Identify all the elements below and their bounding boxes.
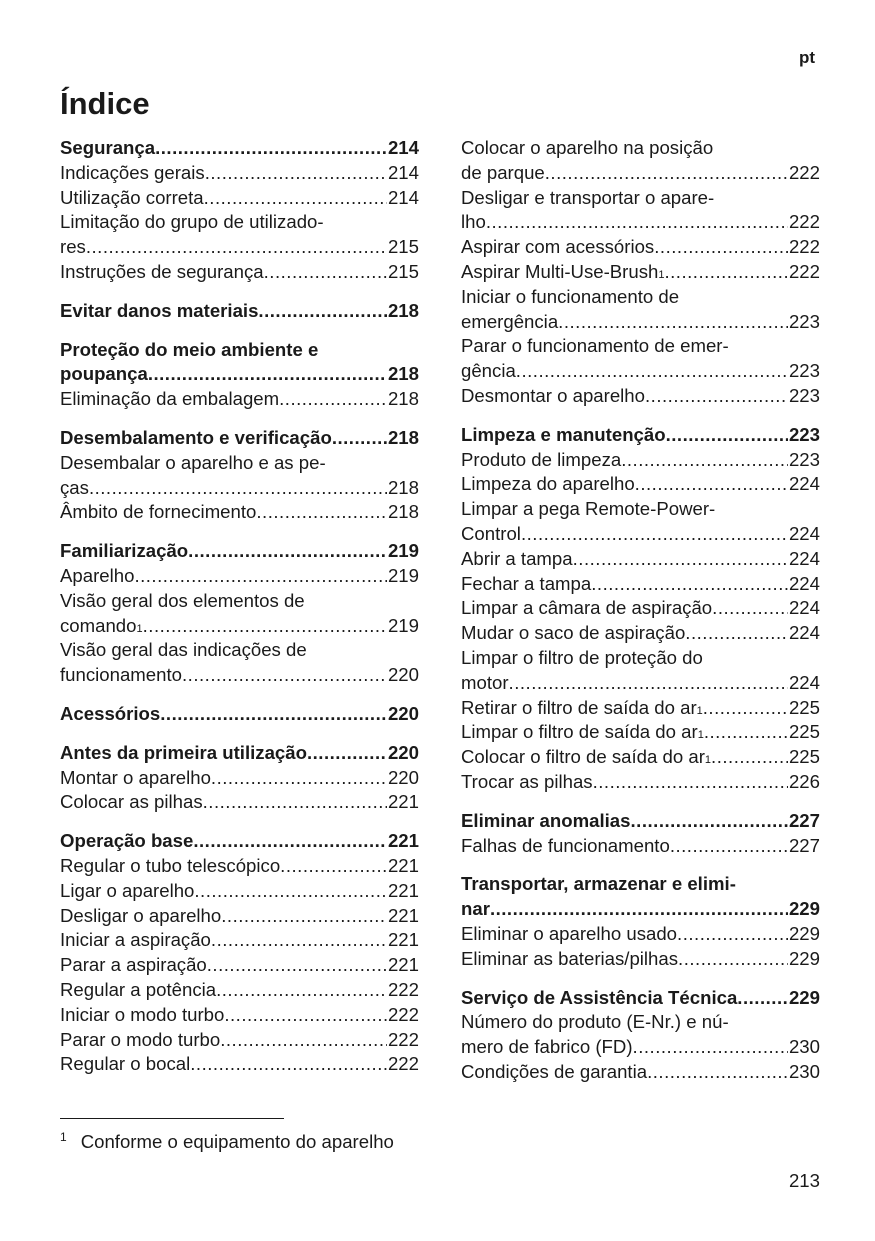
toc-entry-text: Parar o modo turbo <box>60 1028 221 1050</box>
dot-leader <box>188 539 387 564</box>
toc-section <box>461 136 820 409</box>
toc-page-number: 222 <box>788 236 820 258</box>
toc-entry-text: Utilização correta <box>60 186 204 208</box>
toc-page-number: 220 <box>387 741 419 763</box>
toc-section <box>60 829 419 1077</box>
toc-entry-text: Desligar e transportar o apare- <box>461 186 715 208</box>
dot-leader <box>264 260 387 285</box>
toc-page-number: 222 <box>387 1003 419 1025</box>
toc-page-number: 220 <box>387 702 419 724</box>
toc-entry-text: Montar o aparelho <box>60 766 211 788</box>
toc-entry-text: Acessórios <box>60 702 161 724</box>
dot-leader <box>205 161 387 186</box>
toc-page-number: 224 <box>788 522 820 544</box>
toc-page-number: 223 <box>788 423 820 445</box>
toc-page-number: 221 <box>387 954 419 976</box>
toc-entry-text: Limpar a câmara de aspiração <box>461 597 713 619</box>
toc-section <box>60 539 419 688</box>
toc-page-number: 222 <box>788 211 820 233</box>
toc-entry-text: Regular o bocal <box>60 1053 191 1075</box>
toc-entry[interactable] <box>461 1010 820 1060</box>
dot-leader <box>182 663 387 688</box>
toc-page-number: 220 <box>387 664 419 686</box>
dot-leader <box>134 564 387 589</box>
toc-page-number: 227 <box>788 834 820 856</box>
toc-page-number: 214 <box>387 186 419 208</box>
toc-page-number: 221 <box>387 854 419 876</box>
toc-entry[interactable] <box>60 210 419 260</box>
toc-heading[interactable] <box>60 702 419 727</box>
toc-page-number: 219 <box>387 540 419 562</box>
toc-entry-text: Retirar o filtro de saída do ar <box>461 696 697 718</box>
toc-entry-text: Número do produto (E-Nr.) e nú- <box>461 1011 729 1033</box>
toc-entry[interactable] <box>60 564 419 589</box>
toc-entry-text: Falhas de funcionamento <box>461 834 670 856</box>
toc-section <box>60 702 419 727</box>
dot-leader <box>224 1003 387 1028</box>
toc-entry-text: Limpeza do aparelho <box>461 473 635 495</box>
toc-entry-text: emergência <box>461 310 559 332</box>
toc-entry-text: Limpar o filtro de saída do ar <box>461 721 698 743</box>
toc-page-number: 221 <box>387 929 419 951</box>
toc-heading[interactable] <box>60 539 419 564</box>
footnote-text: Conforme o equipamento do aparelho <box>80 1131 394 1152</box>
dot-leader <box>307 741 387 766</box>
toc-page-number: 223 <box>788 448 820 470</box>
dot-leader <box>256 500 387 525</box>
page-number: 213 <box>788 1170 820 1191</box>
toc-page-number: 227 <box>788 809 820 831</box>
toc-page-number: 229 <box>788 986 820 1008</box>
toc-entry[interactable] <box>60 854 419 879</box>
toc-entry[interactable] <box>461 285 820 335</box>
toc-entry-text: Eliminar anomalias <box>461 809 631 831</box>
dot-leader <box>635 472 788 497</box>
toc-entry-text: Aparelho <box>60 564 135 586</box>
toc-page-number: 225 <box>788 746 820 768</box>
toc-entry[interactable] <box>60 928 419 953</box>
toc-entry-text: Colocar as pilhas <box>60 791 203 813</box>
toc-entry[interactable] <box>461 834 820 859</box>
toc-heading[interactable] <box>60 338 419 388</box>
toc-entry[interactable] <box>60 500 419 525</box>
toc-section <box>461 986 820 1085</box>
toc-entry-text: Aspirar Multi-Use-Brush <box>461 260 659 282</box>
toc-entry[interactable] <box>461 472 820 497</box>
toc-entry[interactable] <box>60 766 419 791</box>
toc-page-number: 226 <box>788 770 820 792</box>
toc-entry-text: Regular o tubo telescópico <box>60 854 281 876</box>
page-title: Índice <box>60 86 150 121</box>
toc-entry-text: Eliminação da embalagem <box>60 388 280 410</box>
toc-entry[interactable] <box>461 384 820 409</box>
toc-entry-text: Fechar a tampa <box>461 572 592 594</box>
toc-page-number: 230 <box>788 1060 820 1082</box>
toc-entry[interactable] <box>60 260 419 285</box>
toc-entry-text: Limpar o filtro de proteção do <box>461 646 703 668</box>
toc-page-number: 224 <box>788 572 820 594</box>
toc-heading[interactable] <box>60 829 419 854</box>
toc-section <box>60 299 419 324</box>
dot-leader <box>703 696 788 721</box>
dot-leader <box>712 596 788 621</box>
toc-entry-text: Iniciar o modo turbo <box>60 1003 225 1025</box>
toc-page-number: 229 <box>788 947 820 969</box>
toc-entry-text: gência <box>461 360 516 382</box>
toc-entry[interactable] <box>461 572 820 597</box>
dot-leader <box>160 702 387 727</box>
toc-page-number: 219 <box>387 564 419 586</box>
toc-page-number: 224 <box>788 671 820 693</box>
toc-entry-text: Evitar danos materiais <box>60 299 259 321</box>
toc-page-number: 218 <box>387 363 419 385</box>
toc-entry[interactable] <box>60 638 419 688</box>
toc-entry-text: Colocar o aparelho na posição <box>461 137 714 158</box>
toc-page-number: 222 <box>788 161 820 183</box>
dot-leader <box>221 904 387 929</box>
toc-entry-text: res <box>60 236 86 258</box>
toc-entry-text: Instruções de segurança <box>60 260 264 282</box>
dot-leader <box>204 186 387 211</box>
toc-entry[interactable] <box>60 1028 419 1053</box>
dot-leader <box>677 922 788 947</box>
dot-leader <box>645 384 788 409</box>
toc-entry[interactable]: Visão geral dos elementos de comando 1 ..... 219 <box>60 589 419 639</box>
toc-entry-text: Desembalamento e verificação <box>60 426 332 448</box>
dot-leader <box>258 299 387 324</box>
toc-entry-text: funcionamento <box>60 664 182 686</box>
dot-leader <box>148 362 387 387</box>
toc-entry[interactable] <box>60 790 419 815</box>
toc-page-number: 225 <box>788 696 820 718</box>
dot-leader <box>280 854 387 879</box>
dot-leader <box>711 745 788 770</box>
toc-entry[interactable] <box>60 953 419 978</box>
toc-entry-text: Desembalar o aparelho e as pe- <box>60 451 326 473</box>
toc-entry[interactable] <box>60 451 419 501</box>
dot-leader <box>486 210 788 235</box>
toc-page-number: 224 <box>788 597 820 619</box>
toc-section <box>461 809 820 859</box>
toc-page-number: 215 <box>387 260 419 282</box>
toc-section <box>461 423 820 795</box>
toc-heading[interactable] <box>461 872 820 922</box>
toc-page-number: 224 <box>788 473 820 495</box>
toc-heading[interactable] <box>60 299 419 324</box>
dot-leader <box>516 359 788 384</box>
dot-leader <box>216 978 387 1003</box>
toc-entry[interactable] <box>461 235 820 260</box>
dot-leader <box>279 387 387 412</box>
footnote <box>60 1130 394 1153</box>
dot-leader <box>155 136 387 161</box>
toc-entry-text: Regular a potência <box>60 978 217 1000</box>
toc-entry-text: Parar o funcionamento de emer- <box>461 335 729 357</box>
toc-entry-text: Iniciar a aspiração <box>60 929 211 951</box>
toc-entry[interactable]: Colocar o filtro de saída do ar 1 ..... 225 <box>461 745 820 770</box>
toc-right-column <box>461 136 820 1099</box>
toc-page-number: 214 <box>387 137 419 158</box>
dot-leader <box>89 476 387 501</box>
dot-leader <box>573 547 788 572</box>
dot-leader <box>704 720 788 745</box>
toc-entry[interactable] <box>461 547 820 572</box>
toc-entry[interactable] <box>60 978 419 1003</box>
toc-entry-text: Produto de limpeza <box>461 448 622 470</box>
toc-entry-text: Visão geral das indicações de <box>60 639 307 661</box>
toc-entry-text: lho <box>461 211 486 233</box>
toc-section <box>60 136 419 285</box>
toc-entry[interactable]: Aspirar Multi-Use-Brush 1 ..... 222 <box>461 260 820 285</box>
toc-page-number: 215 <box>387 236 419 258</box>
toc-entry-text: Familiarização <box>60 540 189 562</box>
toc-entry-text: Mudar o saco de aspiração <box>461 622 686 644</box>
dot-leader <box>621 448 788 473</box>
toc-heading[interactable] <box>60 426 419 451</box>
toc-entry-text: Desmontar o aparelho <box>461 384 645 406</box>
dot-leader <box>558 310 788 335</box>
dot-leader <box>521 522 788 547</box>
dot-leader <box>490 897 788 922</box>
toc-heading[interactable] <box>60 136 419 161</box>
toc-entry-text: Iniciar o funcionamento de <box>461 285 680 307</box>
toc-entry[interactable] <box>461 947 820 972</box>
toc-entry-text: Control <box>461 522 521 544</box>
toc-page-number: 221 <box>387 830 419 852</box>
dot-leader <box>654 235 788 260</box>
dot-leader <box>332 426 387 451</box>
toc-page-number: 218 <box>387 426 419 448</box>
dot-leader <box>220 1028 387 1053</box>
toc-entry[interactable] <box>461 334 820 384</box>
dot-leader <box>593 770 788 795</box>
toc-entry[interactable] <box>60 879 419 904</box>
toc-left-column <box>60 136 419 1091</box>
toc-entry-text: comando <box>60 614 137 636</box>
toc-entry[interactable] <box>461 770 820 795</box>
toc-page-number: 222 <box>387 978 419 1000</box>
toc-page-number: 223 <box>788 360 820 382</box>
dot-leader <box>207 953 387 978</box>
toc-page-number: 218 <box>387 501 419 523</box>
toc-entry-text: Parar a aspiração <box>60 954 207 976</box>
toc-heading[interactable] <box>60 741 419 766</box>
toc-entry[interactable] <box>461 596 820 621</box>
toc-page-number: 225 <box>788 721 820 743</box>
toc-entry-text: ças <box>60 476 89 498</box>
dot-leader <box>633 1035 788 1060</box>
dot-leader <box>666 423 788 448</box>
dot-leader <box>190 1052 387 1077</box>
toc-page-number: 230 <box>788 1036 820 1058</box>
dot-leader <box>685 621 788 646</box>
toc-entry-text: Desligar o aparelho <box>60 904 222 926</box>
toc-entry-text: Limitação do grupo de utilizado- <box>60 211 324 233</box>
toc-section <box>60 338 419 412</box>
language-code: pt <box>798 48 815 67</box>
toc-entry-text: Antes da primeira utilização <box>60 741 307 763</box>
toc-entry[interactable]: Limpar o filtro de saída do ar 1 ..... 225 <box>461 720 820 745</box>
dot-leader <box>630 809 787 834</box>
toc-entry[interactable] <box>461 136 820 186</box>
toc-page-number: 220 <box>387 766 419 788</box>
dot-leader <box>678 947 788 972</box>
toc-page-number: 222 <box>788 260 820 282</box>
dot-leader <box>664 260 788 285</box>
toc-entry-text: Limpeza e manutenção <box>461 423 666 445</box>
toc-heading[interactable] <box>461 986 820 1011</box>
toc-entry[interactable] <box>461 646 820 696</box>
dot-leader <box>211 928 387 953</box>
toc-entry-text: Indicações gerais <box>60 161 205 183</box>
dot-leader <box>737 986 788 1011</box>
toc-entry-text: Abrir a tampa <box>461 547 573 569</box>
toc-page-number: 224 <box>788 547 820 569</box>
toc-entry[interactable] <box>60 1052 419 1077</box>
dot-leader <box>143 614 387 639</box>
toc-entry-text: Serviço de Assistência Técnica <box>461 986 738 1008</box>
toc-entry[interactable] <box>461 1060 820 1085</box>
toc-page-number: 223 <box>788 384 820 406</box>
toc-entry[interactable] <box>60 161 419 186</box>
toc-entry[interactable] <box>60 904 419 929</box>
toc-entry-text: mero de fabrico (FD) <box>461 1036 633 1058</box>
toc-entry[interactable] <box>461 497 820 547</box>
toc-section <box>461 872 820 971</box>
toc-entry-text: Proteção do meio ambiente e <box>60 338 319 360</box>
toc-page-number: 218 <box>387 476 419 498</box>
dot-leader <box>211 766 387 791</box>
toc-page-number: 218 <box>387 388 419 410</box>
toc-heading[interactable] <box>461 809 820 834</box>
toc-page-number: 219 <box>387 614 419 636</box>
dot-leader <box>545 161 788 186</box>
dot-leader <box>591 572 788 597</box>
dot-leader <box>194 879 387 904</box>
toc-section <box>60 426 419 525</box>
toc-page-number: 222 <box>387 1053 419 1075</box>
dot-leader <box>86 235 387 260</box>
toc-entry[interactable]: Retirar o filtro de saída do ar 1 ..... 225 <box>461 696 820 721</box>
toc-page-number: 223 <box>788 310 820 332</box>
toc-page-number: 221 <box>387 791 419 813</box>
toc-entry-text: poupança <box>60 363 148 385</box>
toc-page-number: 229 <box>788 922 820 944</box>
toc-entry-text: Visão geral dos elementos de <box>60 589 305 611</box>
toc-entry-text: Eliminar o aparelho usado <box>461 922 678 944</box>
toc-entry-text: Transportar, armazenar e elimi- <box>461 873 736 895</box>
toc-entry-text: Âmbito de fornecimento <box>60 501 257 523</box>
toc-section <box>60 741 419 815</box>
toc-entry[interactable] <box>461 186 820 236</box>
toc-entry-text: Eliminar as baterias/pilhas <box>461 947 679 969</box>
dot-leader <box>193 829 387 854</box>
toc-entry-text: Colocar o filtro de saída do ar <box>461 746 705 768</box>
toc-entry-text: Limpar a pega Remote-Power- <box>461 498 716 520</box>
toc-entry[interactable] <box>60 1003 419 1028</box>
toc-page-number: 229 <box>788 898 820 920</box>
toc-page-number: 224 <box>788 622 820 644</box>
footnote-rule <box>60 1118 284 1119</box>
dot-leader <box>647 1060 788 1085</box>
toc-entry-text: de parque <box>461 161 545 183</box>
toc-page-number: 222 <box>387 1028 419 1050</box>
toc-entry-text: Segurança <box>60 137 156 158</box>
toc-entry-text: Trocar as pilhas <box>461 770 593 792</box>
toc-entry[interactable] <box>461 922 820 947</box>
footnote-mark: 1 <box>60 1130 67 1144</box>
toc-page-number: 221 <box>387 879 419 901</box>
toc-page-number: 221 <box>387 904 419 926</box>
toc-page-number: 214 <box>387 161 419 183</box>
toc-entry[interactable] <box>461 621 820 646</box>
toc-entry-text: Operação base <box>60 830 194 852</box>
toc-entry[interactable] <box>60 186 419 211</box>
dot-leader <box>509 671 788 696</box>
dot-leader <box>670 834 788 859</box>
toc-heading[interactable] <box>461 423 820 448</box>
toc-entry-text: nar <box>461 898 490 920</box>
toc-entry[interactable] <box>60 387 419 412</box>
toc-page-number: 218 <box>387 299 419 321</box>
toc-entry-text: Aspirar com acessórios <box>461 236 655 258</box>
toc-entry-text: Ligar o aparelho <box>60 879 195 901</box>
toc-entry-text: Condições de garantia <box>461 1060 648 1082</box>
dot-leader <box>203 790 387 815</box>
toc-entry[interactable] <box>461 448 820 473</box>
toc-entry-text: motor <box>461 671 509 693</box>
